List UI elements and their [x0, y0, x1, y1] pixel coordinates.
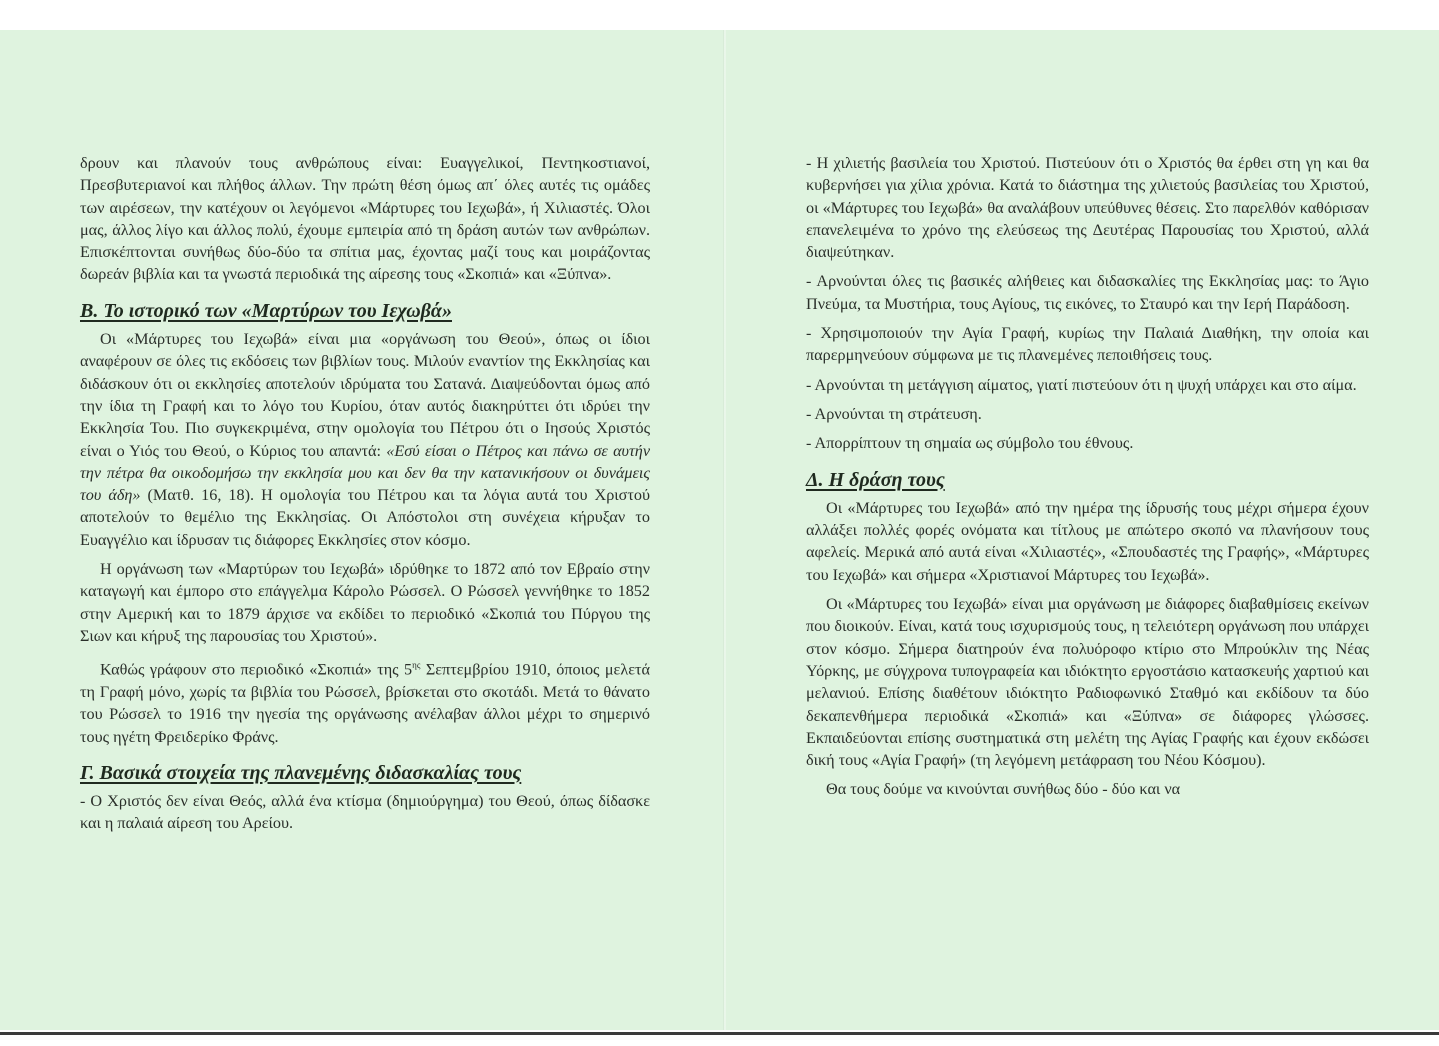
- paragraph: [80, 328, 650, 551]
- bullet-item: - Αρνούνται τη στράτευση.: [806, 404, 982, 423]
- paragraph-text: Καθώς γράφουν στο περιοδικό «Σκοπιά» της 5: [100, 660, 413, 679]
- section-heading-b: Β. Το ιστορικό των «Μαρτύρων του Ιεχωβά»: [80, 299, 452, 322]
- paragraph: Οι «Μάρτυρες του Ιεχωβά» από την ημέρα της ίδρυσής τους μέχρι σήμερα έχουν αλλάξει πολλές φορές ονόματα και τίτλους με απώτερο σκοπό να πλανήσουν τους αφελείς. Μερικά από αυτά είναι «Χιλιαστές», «Σπουδαστές της Γραφής», «Μάρτυρες του Ιεχωβά» και σήμερα «Χριστιανοί Μάρτυρες του Ιεχωβά».: [806, 498, 1369, 584]
- right-column: [806, 152, 1369, 808]
- bullet-item: - Η χιλιετής βασιλεία του Χριστού. Πιστεύουν ότι ο Χριστός θα έρθει στη γη και θα κυβερνήσει για χίλια χρόνια. Κατά το διάστημα της χιλιετούς βασιλείας του Χριστού, οι «Μάρτυρες του Ιεχωβά» θα αναλάβουν υπεύθυνες θέσεις. Στο παρελθόν καθόρισαν επανελειμένα το χρόνο της ελεύσεως της Δευτέρας Παρουσίας του Χριστού, αλλά διαψεύτηκαν.: [806, 154, 1369, 262]
- bullet-item: - Αρνούνται τη μετάγγιση αίματος, γιατί πιστεύουν ότι η ψυχή υπάρχει και στο αίμα.: [806, 375, 1357, 394]
- ordinal-superscript: ης: [412, 660, 421, 671]
- paragraph: Η οργάνωση των «Μαρτύρων του Ιεχωβά» ιδρύθηκε το 1872 από τον Εβραίο στην καταγωγή και έμπορο στο επάγγελμα Κάρολο Ρώσσελ. Ο Ρώσσελ γεννήθηκε το 1852 στην Αμερική και το 1879 άρχισε να εκδίδει το περιοδικό «Σκοπιά του Πύργου της Σιων και κήρυξ της παρουσίας του Χριστού».: [80, 560, 650, 645]
- bullet-item: - Ο Χριστός δεν είναι Θεός, αλλά ένα κτίσμα (δημιούργημα) του Θεού, όπως δίδασκε και η παλαιά αίρεση του Αρείου.: [80, 792, 650, 833]
- bullet-item: - Απορρίπτουν τη σημαία ως σύμβολο του έθνους.: [806, 434, 1134, 453]
- paragraph-text: Σεπτεμβρίου 1910, όποιος μελετά τη Γραφή μόνο, χωρίς τα βιβλία του Ρώσσελ, βρίσκεται στο σκοτάδι. Μετά το θάνατο του Ρώσσελ το 1916 την ηγεσία της οργάνωσης ανέλαβαν άλλοι μέχρι το σημερινό τους ηγέτη Φρειδερίκο Φράνς.: [80, 660, 650, 746]
- left-page: [0, 30, 724, 1030]
- section-heading-c: Γ. Βασικά στοιχεία της πλανεμένης διδασκαλίας τους: [80, 761, 522, 784]
- paragraph: δρουν και πλανούν τους ανθρώπους είναι: Ευαγγελικοί, Πεντηκοστιανοί, Πρεσβυτεριανοί και πλήθος άλλων. Την πρώτη θέση όμως απ΄ όλες αυτές τις ομάδες των αιρέσεων, την κατέχουν οι λεγόμενοι «Μάρτυρες του Ιεχωβά», ή Χιλιαστές. Όλοι μας, άλλος λίγο και άλλος πολύ, έχουμε εμπειρία από τη δράση αυτών των ανθρώπων. Επισκέπτονται συνήθως δύο-δύο τα σπίτια μας, έχοντας μαζί τους και μοιράζοντας δωρεάν βιβλία και τα γνωστά περιοδικά της αίρεσης τους «Σκοπιά» και «Ξύπνα».: [80, 154, 650, 284]
- paragraph: Θα τους δούμε να κινούνται συνήθως δύο - δύο και να: [826, 780, 1181, 799]
- left-column: [80, 152, 650, 842]
- paragraph: Οι «Μάρτυρες του Ιεχωβά» είναι μια οργάνωση με διάφορες διαβαθμίσεις εκείνων που διοικούν. Είναι, κατά τους ισχυρισμούς τους, η τελειότερη οργάνωση που υπάρχει στον κόσμο. Σήμερα διατηρούν ένα πολυόροφο κτίριο στο Μπρούκλιν της Νέας Υόρκης, με σύγχρονα τυπογραφεία και ιδιόκτητο εργοστάσιο κατασκευής χαρτιού και μελανιού. Επίσης διαθέτουν ιδιόκτητο Ραδιοφωνικό Σταθμό και εκδίδουν τα δύο δεκαπενθήμερα περιοδικά «Σκοπιά» και «Ξύπνα» σε διάφορες γλώσσες. Εκπαιδεύονται επίσης συστηματικά στη μελέτη της Αγίας Γραφής και έχουν εκδώσει δική τους «Αγία Γραφή» (τη λεγόμενη μετάφραση του Νέου Κόσμου).: [806, 595, 1369, 770]
- bullet-item: - Χρησιμοποιούν την Αγία Γραφή, κυρίως την Παλαιά Διαθήκη, την οποία και παρερμηνεύουν σύμφωνα με τις πλανεμένες πεποιθήσεις τους.: [806, 324, 1369, 365]
- scripture-quote: «Εσύ είσαι ο Πέτρος και πάνω σε αυτήν την πέτρα θα οικοδομήσω την εκκλησία μου και δεν θα την κατανικήσουν οι δυνάμεις του άδη»: [80, 441, 650, 505]
- section-heading-d: Δ. Η δράση τους: [806, 468, 945, 491]
- right-page: [726, 30, 1439, 1030]
- paragraph: [80, 654, 650, 748]
- paragraph-text: (Ματθ. 16, 18). Η ομολογία του Πέτρου και τα λόγια αυτά του Χριστού αποτελούν το θεμέλιο της Εκκλησίας. Οι Απόστολοι στη συνέχεια κήρυξαν το Ευαγγέλιο και ίδρυσαν τις διάφορες Εκκλησίες στον κόσμο.: [80, 486, 650, 549]
- bottom-edge-line: [0, 1032, 1439, 1035]
- paragraph-text: Οι «Μάρτυρες του Ιεχωβά» είναι μια «οργάνωση του Θεού», όπως οι ίδιοι αναφέρουν σε όλες τις εκδόσεις των βιβλίων τους. Μιλούν εναντίον της Εκκλησίας και διδάσκουν ότι οι εκκλησίες αποτελούν ιδρύματα του Σατανά. Διαψεύδονται όμως από την ίδια τη Γραφή και το λόγο του Κυρίου, όταν αυτός διακηρύττει ότι ιδρύει την Εκκλησία Του. Πιο συγκεκριμένα, στην ομολογία του Πέτρου ότι ο Ιησούς Χριστός είναι ο Υιός του Θεού, ο Κύριος του απαντά:: [80, 330, 650, 460]
- bullet-item: - Αρνούνται όλες τις βασικές αλήθειες και διδασκαλίες της Εκκλησίας μας: το Άγιο Πνεύμα, τα Μυστήρια, τους Αγίους, τις εικόνες, το Σταυρό και την Ιερή Παράδοση.: [806, 272, 1369, 313]
